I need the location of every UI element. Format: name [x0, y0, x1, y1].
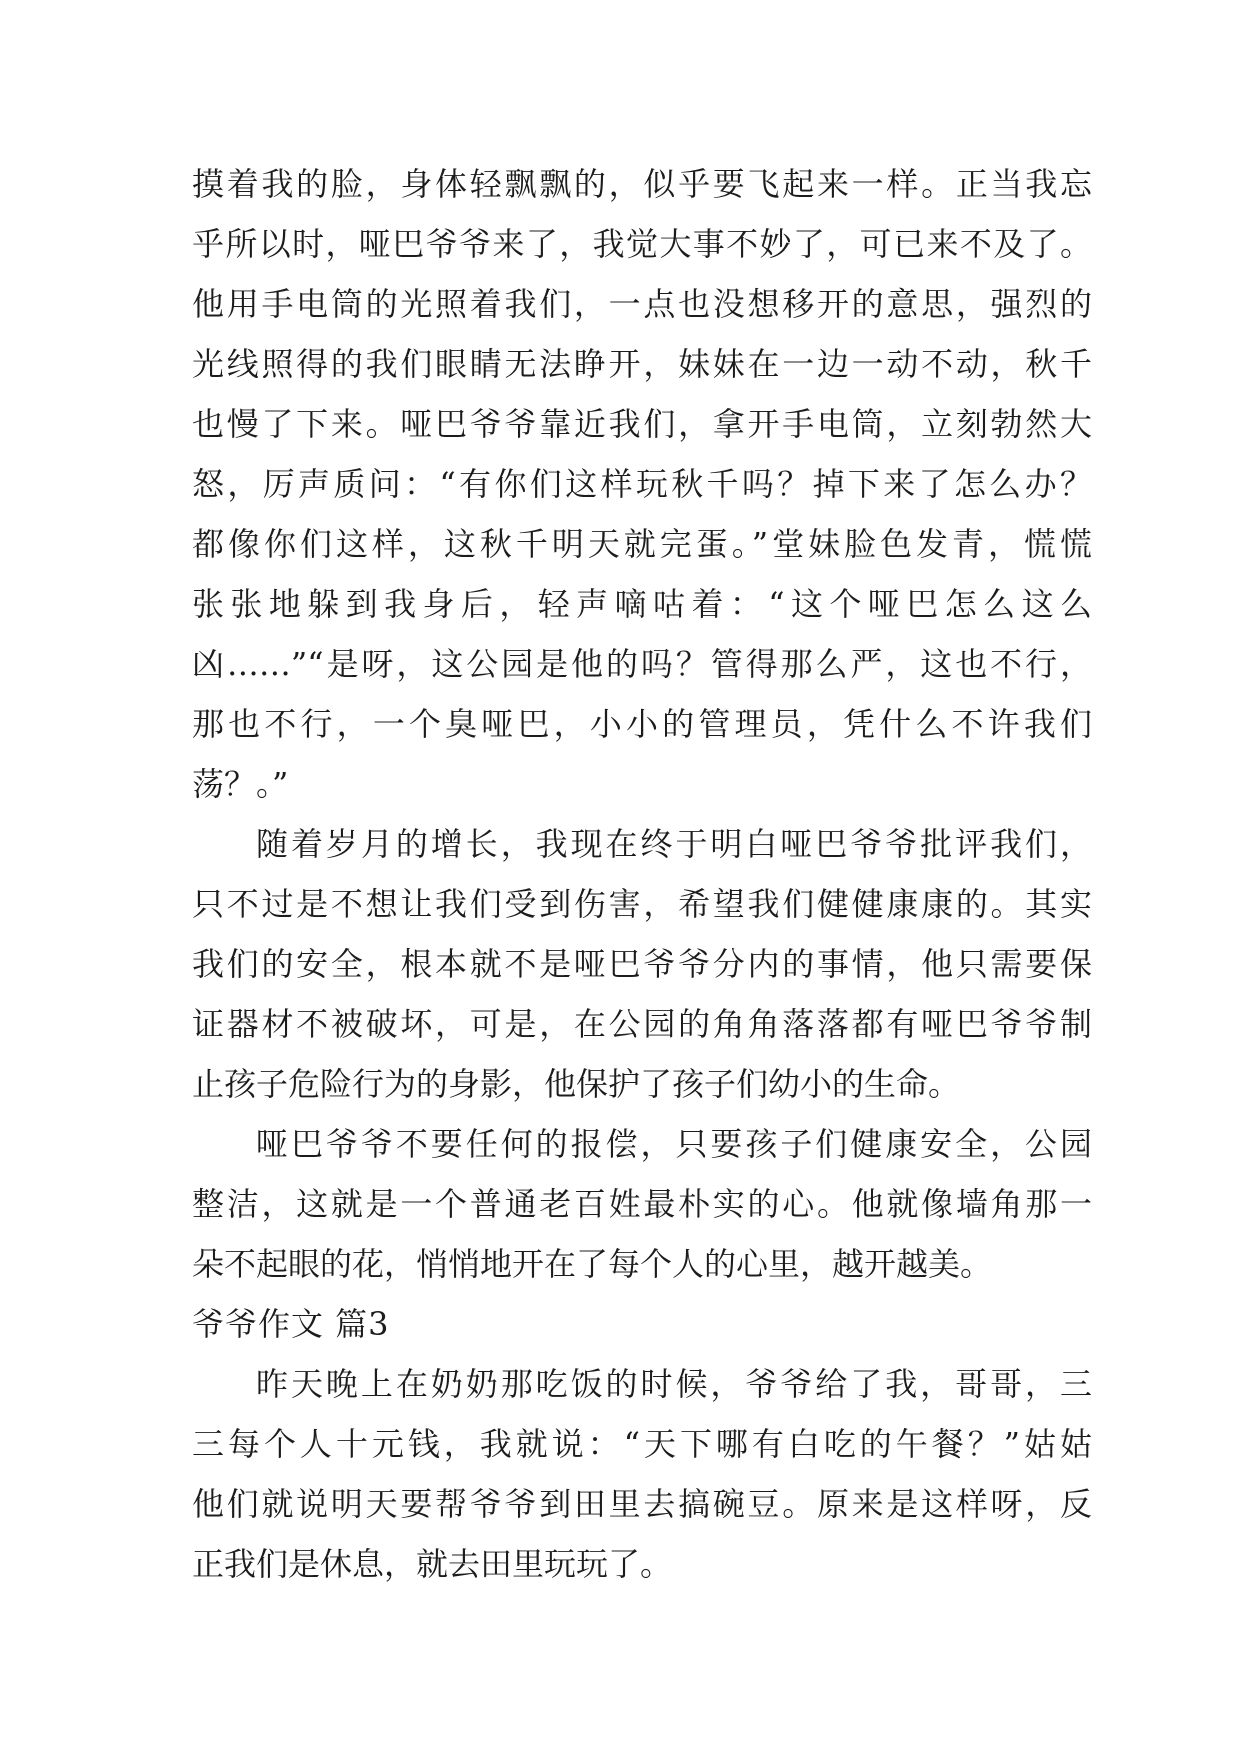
paragraph — [192, 814, 1092, 1114]
text-line: 正我们是休息，就去田里玩玩了。 — [192, 1545, 673, 1583]
text-line: 乎所以时，哑巴爷爷来了，我觉大事不妙了，可已来不及了。 — [192, 225, 1092, 263]
text-line: 他用手电筒的光照着我们，一点也没想移开的意思，强烈的 — [192, 285, 1092, 323]
text-line: 荡？。” — [192, 765, 289, 803]
text-line: 随着岁月的增长，我现在终于明白哑巴爷爷批评我们， — [256, 825, 1092, 863]
text-line: 都像你们这样，这秋千明天就完蛋。”堂妹脸色发青，慌慌 — [192, 525, 1092, 563]
text-line: 整洁，这就是一个普通老百姓最朴实的心。他就像墙角那一 — [192, 1185, 1092, 1223]
text-line: 光线照得的我们眼睛无法睁开，妹妹在一边一动不动，秋千 — [192, 345, 1092, 383]
text-line: 三每个人十元钱，我就说：“天下哪有白吃的午餐？”姑姑 — [192, 1425, 1092, 1463]
text-line: 只不过是不想让我们受到伤害，希望我们健健康康的。其实 — [192, 885, 1092, 923]
section-heading: 爷爷作文 篇3 — [192, 1305, 390, 1343]
text-line: 我们的安全，根本就不是哑巴爷爷分内的事情，他只需要保 — [192, 945, 1092, 983]
text-line: 凶……”“是呀，这公园是他的吗？管得那么严，这也不行， — [192, 645, 1092, 683]
paragraph — [192, 1114, 1092, 1294]
text-line: 昨天晚上在奶奶那吃饭的时候，爷爷给了我，哥哥，三 — [256, 1365, 1092, 1403]
text-line: 朵不起眼的花，悄悄地开在了每个人的心里，越开越美。 — [192, 1245, 993, 1283]
text-line: 摸着我的脸，身体轻飘飘的，似乎要飞起来一样。正当我忘 — [192, 165, 1092, 203]
text-line: 哑巴爷爷不要任何的报偿，只要孩子们健康安全，公园 — [256, 1125, 1092, 1163]
text-line: 证器材不被破坏，可是，在公园的角角落落都有哑巴爷爷制 — [192, 1005, 1092, 1043]
text-line: 也慢了下来。哑巴爷爷靠近我们，拿开手电筒，立刻勃然大 — [192, 405, 1092, 443]
text-line: 那也不行，一个臭哑巴，小小的管理员，凭什么不许我们 — [192, 705, 1092, 743]
paragraph — [192, 154, 1092, 814]
document-body — [192, 154, 1092, 1594]
text-line: 他们就说明天要帮爷爷到田里去搞碗豆。原来是这样呀，反 — [192, 1485, 1092, 1523]
text-line: 怒，厉声质问：“有你们这样玩秋千吗？掉下来了怎么办？ — [192, 465, 1092, 503]
text-line: 止孩子危险行为的身影，他保护了孩子们幼小的生命。 — [192, 1065, 961, 1103]
text-line: 张张地躲到我身后，轻声嘀咕着：“这个哑巴怎么这么 — [192, 585, 1092, 623]
paragraph — [192, 1354, 1092, 1594]
